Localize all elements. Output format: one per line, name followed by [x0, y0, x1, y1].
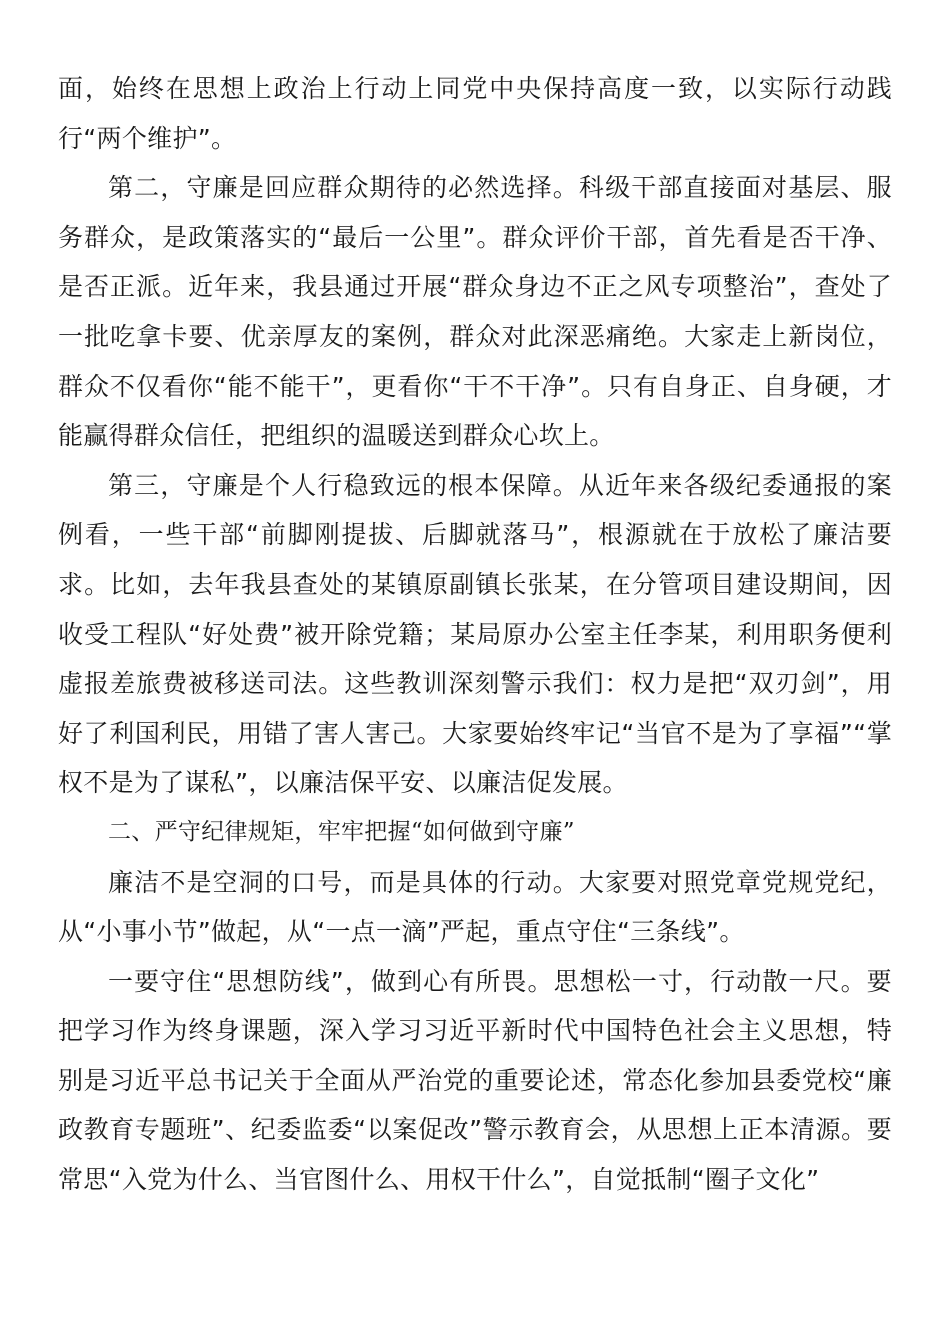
paragraph-section-intro: 廉洁不是空洞的口号，而是具体的行动。大家要对照党章党规党纪，从“小事小节”做起，从“一点一滴”严起，重点守住“三条线”。	[58, 867, 892, 947]
document-body	[58, 64, 892, 1205]
section-heading: 二、严守纪律规矩，牢牢把握“如何做到守廉”	[108, 818, 575, 845]
paragraph-second-point: 第二，守廉是回应群众期待的必然选择。科级干部直接面对基层、服务群众，是政策落实的“最后一公里”。群众评价干部，首先看是否干净、是否正派。近年来，我县通过开展“群众身边不正之风专项整治”，查处了一批吃拿卡要、优亲厚友的案例，群众对此深恶痛绝。大家走上新岗位，群众不仅看你“能不能干”，更看你“干不干净”。只有自身正、自身硬，才能赢得群众信任，把组织的温暖送到群众心坎上。	[58, 173, 892, 451]
paragraph-continuation: 面，始终在思想上政治上行动上同党中央保持高度一致，以实际行动践行“两个维护”。	[58, 74, 892, 153]
paragraph-third-point: 第三，守廉是个人行稳致远的根本保障。从近年来各级纪委通报的案例看，一些干部“前脚刚提拔、后脚就落马”，根源就在于放松了廉洁要求。比如，去年我县查处的某镇原副镇长张某，在分管项目建设期间，因收受工程队“好处费”被开除党籍；某局原办公室主任李某，利用职务便利虚报差旅费被移送司法。这些教训深刻警示我们：权力是把“双刃剑”，用好了利国利民，用错了害人害己。大家要始终牢记“当官不是为了享福”“掌权不是为了谋私”，以廉洁保平安、以廉洁促发展。	[58, 470, 892, 798]
paragraph-first-line: 一要守住“思想防线”，做到心有所畏。思想松一寸，行动散一尺。要把学习作为终身课题，深入学习习近平新时代中国特色社会主义思想，特别是习近平总书记关于全面从严治党的重要论述，常态化参加县委党校“廉政教育专题班”、纪委监委“以案促改”警示教育会，从思想上正本清源。要常思“入党为什么、当官图什么、用权干什么”，自觉抵制“圈子文化”	[58, 966, 892, 1195]
